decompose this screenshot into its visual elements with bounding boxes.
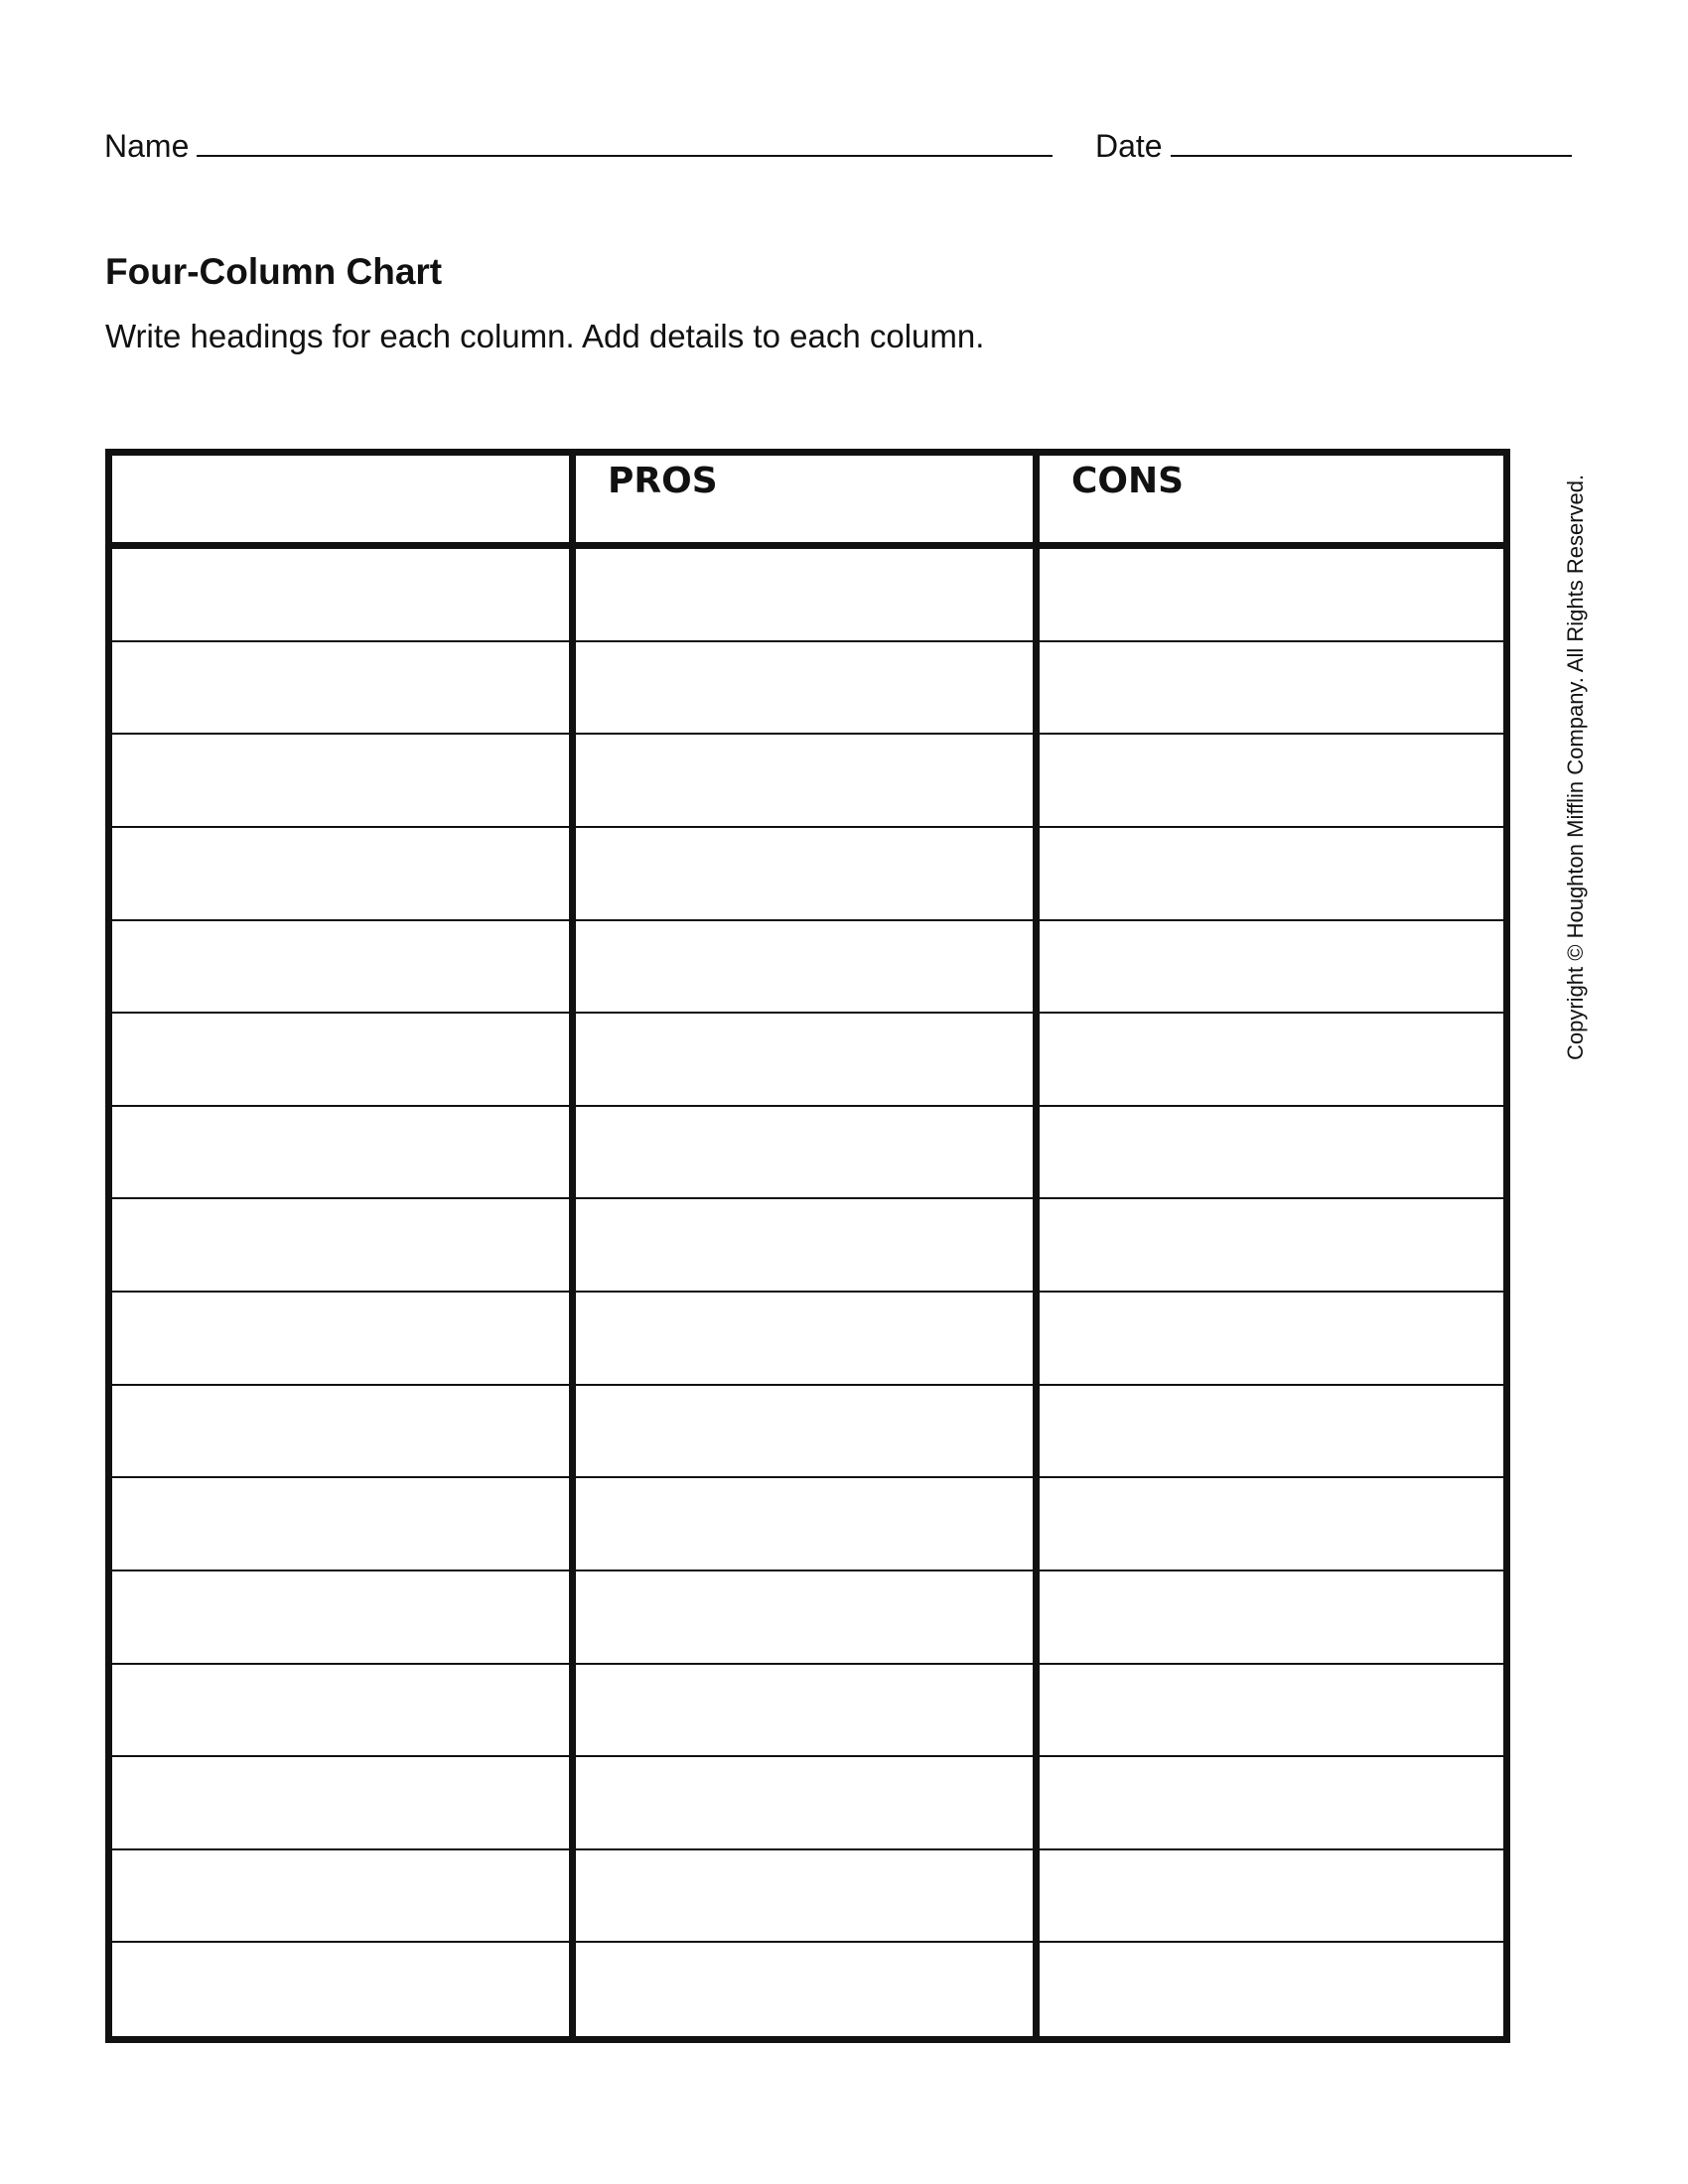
chart-cell[interactable] (1040, 1757, 1503, 1850)
chart-cell[interactable] (112, 735, 576, 828)
chart-cell[interactable] (112, 1850, 576, 1944)
date-label: Date (1095, 128, 1163, 164)
chart-cell[interactable] (112, 1199, 576, 1293)
chart-cell[interactable] (1040, 549, 1503, 642)
chart-cell[interactable] (1040, 1943, 1503, 2036)
copyright-text: Copyright © Houghton Mifflin Company. All Rights Reserved. (1563, 474, 1588, 1060)
chart-cell[interactable] (1040, 1478, 1503, 1571)
chart-cell[interactable] (576, 549, 1040, 642)
chart-cell[interactable] (576, 1665, 1040, 1758)
chart-cell[interactable] (576, 1943, 1040, 2036)
name-label: Name (104, 128, 190, 164)
copyright-notice (1564, 445, 1588, 1060)
chart-cell[interactable] (1040, 1293, 1503, 1386)
chart-cell[interactable] (1040, 1107, 1503, 1200)
date-line (1095, 129, 1572, 162)
header-cell-1[interactable] (112, 456, 576, 549)
chart-cell[interactable] (112, 1757, 576, 1850)
four-column-chart (105, 449, 1510, 2043)
chart-cell[interactable] (112, 1107, 576, 1200)
chart-cell[interactable] (576, 1293, 1040, 1386)
chart-cell[interactable] (576, 1199, 1040, 1293)
chart-cell[interactable] (112, 549, 576, 642)
chart-cell[interactable] (1040, 1386, 1503, 1479)
name-blank[interactable] (197, 129, 1053, 157)
chart-cell[interactable] (1040, 1014, 1503, 1107)
chart-cell[interactable] (576, 828, 1040, 921)
date-blank[interactable] (1171, 129, 1572, 157)
chart-cell[interactable] (112, 828, 576, 921)
chart-cell[interactable] (576, 1850, 1040, 1944)
chart-cell[interactable] (112, 1293, 576, 1386)
header-cell-pros[interactable] (576, 456, 1040, 549)
chart-cell[interactable] (112, 1571, 576, 1665)
header-text-1 (112, 456, 569, 462)
chart-cell[interactable] (576, 1014, 1040, 1107)
chart-cell[interactable] (1040, 735, 1503, 828)
chart-cell[interactable] (112, 1386, 576, 1479)
header-text-cons: CONS (1071, 461, 1185, 501)
chart-cell[interactable] (112, 1014, 576, 1107)
chart-cell[interactable] (1040, 1571, 1503, 1665)
chart-cell[interactable] (576, 1571, 1040, 1665)
chart-cell[interactable] (112, 1665, 576, 1758)
chart-cell[interactable] (1040, 642, 1503, 736)
chart-cell[interactable] (1040, 921, 1503, 1015)
chart-cell[interactable] (112, 1943, 576, 2036)
name-line (104, 129, 1053, 162)
chart-cell[interactable] (1040, 828, 1503, 921)
page-title: Four-Column Chart (105, 251, 443, 292)
chart-cell[interactable] (112, 642, 576, 736)
chart-cell[interactable] (576, 1107, 1040, 1200)
chart-cell[interactable] (576, 1478, 1040, 1571)
chart-cell[interactable] (112, 921, 576, 1015)
chart-cell[interactable] (576, 1386, 1040, 1479)
chart-cell[interactable] (576, 642, 1040, 736)
chart-cell[interactable] (576, 735, 1040, 828)
chart-grid (112, 456, 1503, 2036)
chart-cell[interactable] (1040, 1850, 1503, 1944)
chart-cell[interactable] (1040, 1665, 1503, 1758)
chart-cell[interactable] (112, 1478, 576, 1571)
chart-cell[interactable] (576, 921, 1040, 1015)
header-text-pros: PROS (608, 461, 718, 501)
chart-cell[interactable] (1040, 1199, 1503, 1293)
chart-cell[interactable] (576, 1757, 1040, 1850)
instructions-text: Write headings for each column. Add details to each column. (105, 318, 985, 354)
header-cell-cons[interactable] (1040, 456, 1503, 549)
